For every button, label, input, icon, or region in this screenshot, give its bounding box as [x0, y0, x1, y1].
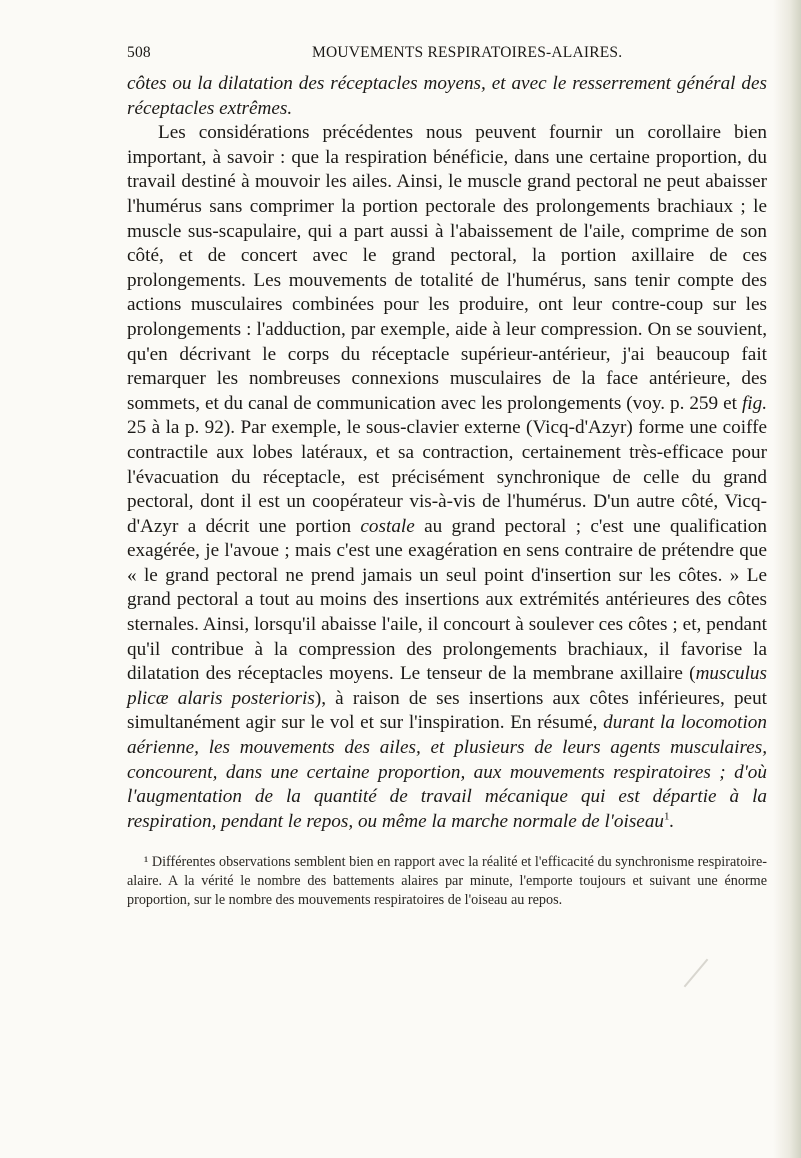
footnote-reference: 1 [664, 810, 670, 823]
paragraph-text-d: ), à raison de ses insertions aux côtes inférieures, peut simultanément agir sur le vol et sur l'inspiration. En résumé, [127, 687, 767, 734]
footnote-text: Différentes observations semblent bien en rapport avec la réalité et l'efficacité du synchronisme respiratoire-alaire. A la vérité le nombre des battements alaires par minute, l'emporte toujours et suivant une énorme proportion, sur le nombre des mouvements respiratoires de l'oiseau au repos. [127, 854, 767, 909]
main-paragraph [127, 121, 767, 834]
running-head [127, 44, 767, 72]
footnote [127, 853, 767, 910]
page-edge-shadow [773, 0, 801, 1158]
footnote-marker: ¹ [144, 854, 149, 871]
fig-reference: fig. [741, 392, 767, 414]
opening-italic-text: côtes ou la dilatation des réceptacles moyens, et avec le resserrement général des réceptacles extrêmes. [127, 73, 767, 119]
page-content [127, 44, 767, 910]
page-number: 508 [127, 44, 151, 61]
conclusion-italic: durant la locomotion aérienne, les mouvements des ailes, et plusieurs de leurs agents musculaires, concourent, dans une certaine proportion, aux mouvements respiratoires ; d'où l'augmentation de la quantité de travail mécanique qui est départie à la respiration, pendant le repos, ou même la marche normale de l'oiseau [127, 712, 767, 832]
paragraph-text-a: Les considérations précédentes nous peuvent fournir un corollaire bien important, à savoir : que la respiration bénéficie, dans une certaine proportion, du travail destiné à mouvoir les ailes. Ainsi, le muscle grand pectoral ne peut abaisser l'humérus sans comprimer la portion pectorale des prolongements brachiaux ; le muscle sus-scapulaire, qui a part aussi à l'abaissement de l'aile, comprime de son côté, et de concert avec le grand pectoral, la portion axillaire de ces prolongements. Les mouvements de totalité de l'humérus, sans tenir compte des actions musculaires combinées pour les produire, ont leur contre-coup sur les prolongements : l'adduction, par exemple, aide à leur compression. On se souvient, qu'en décrivant le corps du réceptacle supérieur-antérieur, j'ai beaucoup fait remarquer les nombreuses connexions musculaires de la face antérieure, des sommets, et du canal de communication avec les prolongements (voy. p. 259 et [127, 122, 767, 414]
paragraph-end: . [669, 810, 675, 832]
pencil-mark [684, 959, 709, 988]
latin-muscle-name: musculus plicæ alaris posterioris [127, 663, 767, 709]
paragraph-text-c: au grand pectoral ; c'est une qualification exagérée, je l'avoue ; mais c'est une exagération en sens contraire de prétendre que « le grand pectoral ne prend jamais un seul point d'insertion sur les côtes. » Le grand pectoral a tout au moins des insertions aux extrémités antérieures des côtes sternales. Ainsi, lorsqu'il abaisse l'aile, il concourt à soulever ces côtes ; et, pendant qu'il contribue à la compression des prolongements brachiaux, il favorise la dilatation des réceptacles moyens. Le tenseur de la membrane axillaire ( [127, 515, 767, 685]
costale-term: costale [360, 515, 415, 537]
paragraph-text-b: 25 à la p. 92). Par exemple, le sous-clavier externe (Vicq-d'Azyr) forme une coiffe contractile aux lobes latéraux, et sa contraction, certainement très-efficace pour l'évacuation du réceptacle, est précisément synchronique de celle du grand pectoral, dont il est un coopérateur vis-à-vis de l'humérus. D'un autre côté, Vicq-d'Azyr a décrit une portion [127, 417, 767, 537]
running-title: MOUVEMENTS RESPIRATOIRES-ALAIRES. [312, 44, 623, 61]
